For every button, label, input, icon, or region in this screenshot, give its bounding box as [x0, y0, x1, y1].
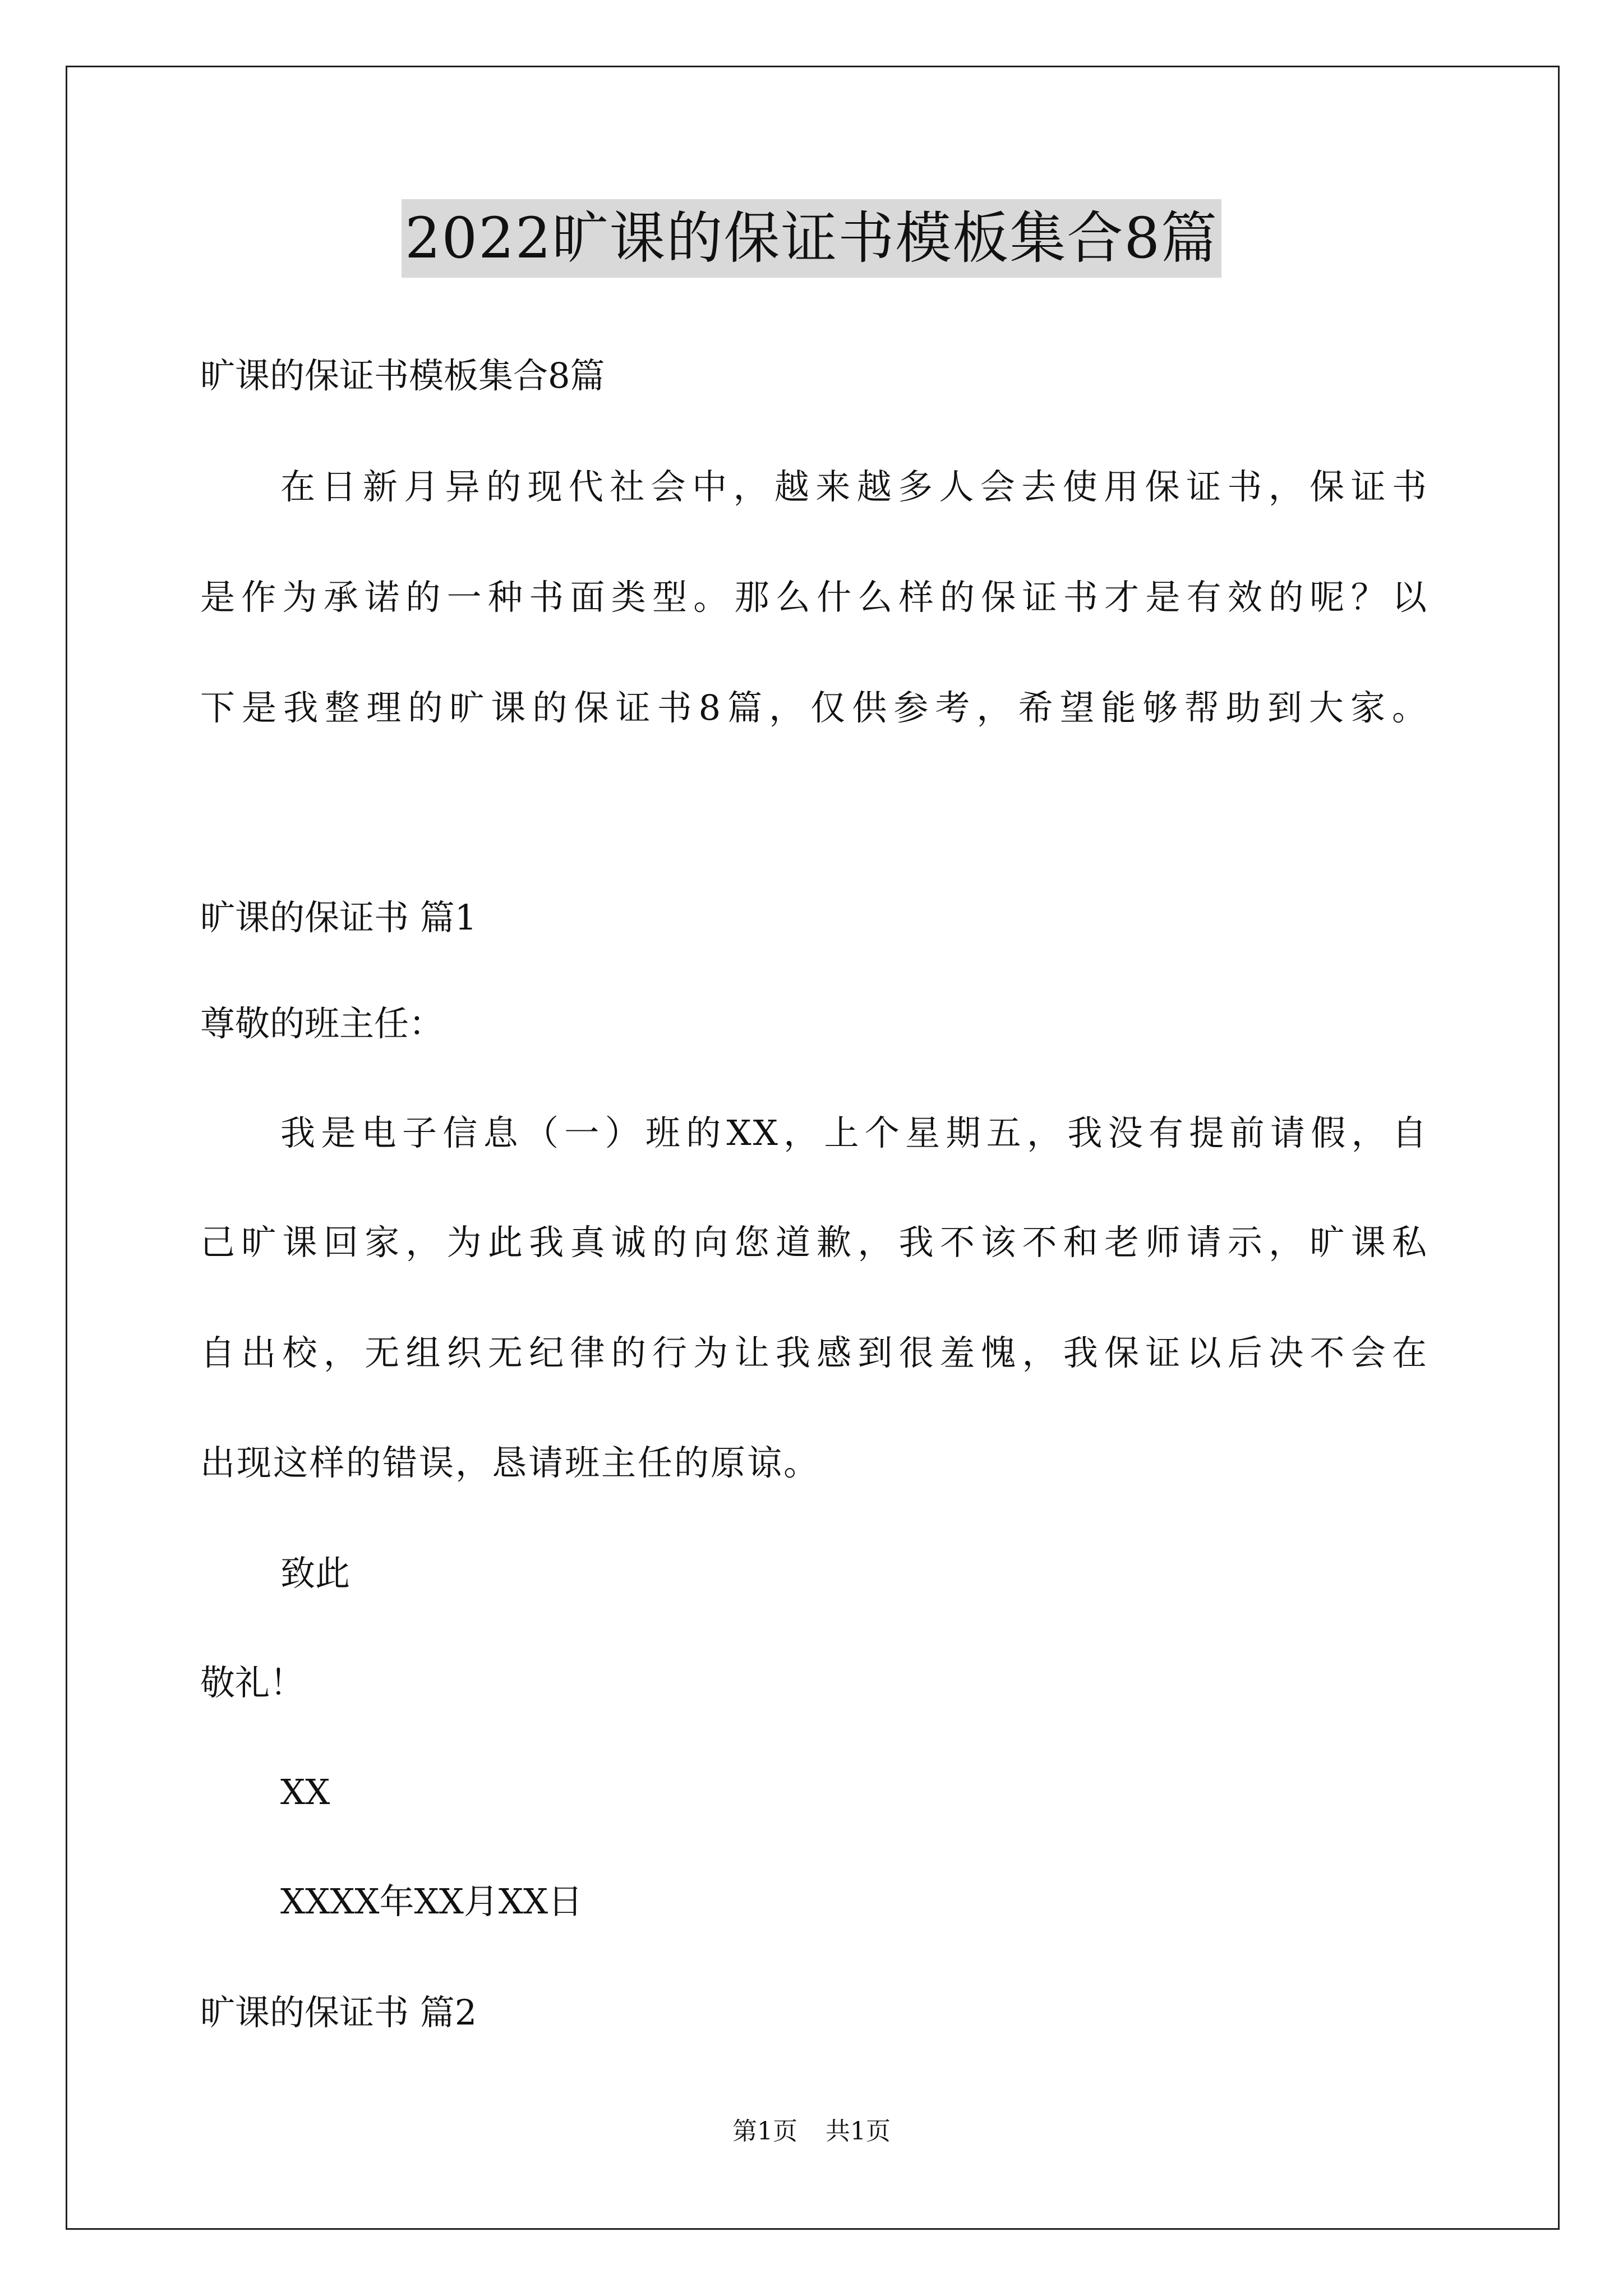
document-title: 2022旷课的保证书模板集合8篇 — [402, 199, 1221, 278]
page-footer — [0, 2115, 1623, 2148]
section-heading-2: 旷课的保证书 篇2 — [200, 1992, 477, 2033]
body-line-3: 自出校，无组织无纪律的行为让我感到很羞愧，我保证以后决不会在 — [200, 1332, 1428, 1373]
document-subtitle: 旷课的保证书模板集合8篇 — [200, 355, 605, 396]
body-line-4: 出现这样的错误，恳请班主任的原谅。 — [200, 1442, 820, 1483]
intro-line-1: 在日新月异的现代社会中，越来越多人会去使用保证书，保证书 — [280, 466, 1428, 507]
closing-line-1: 致此 — [280, 1553, 351, 1594]
intro-line-3: 下是我整理的旷课的保证书8篇，仅供参考，希望能够帮助到大家。 — [200, 687, 1428, 728]
body-line-2: 己旷课回家，为此我真诚的向您道歉，我不该不和老师请示，旷课私 — [200, 1222, 1428, 1263]
date: XXXX年XX月XX日 — [280, 1881, 583, 1922]
intro-line-2: 是作为承诺的一种书面类型。那么什么样的保证书才是有效的呢？以 — [200, 577, 1428, 618]
signature: XX — [280, 1772, 330, 1812]
salutation: 尊敬的班主任： — [200, 1003, 444, 1044]
page-total: 共1页 — [826, 2117, 891, 2146]
body-line-1: 我是电子信息（一）班的XX，上个星期五，我没有提前请假，自 — [280, 1112, 1428, 1153]
section-heading-1: 旷课的保证书 篇1 — [200, 897, 477, 938]
closing-line-2: 敬礼！ — [200, 1662, 305, 1703]
page-number: 第1页 — [732, 2117, 797, 2146]
title-container — [0, 199, 1623, 278]
